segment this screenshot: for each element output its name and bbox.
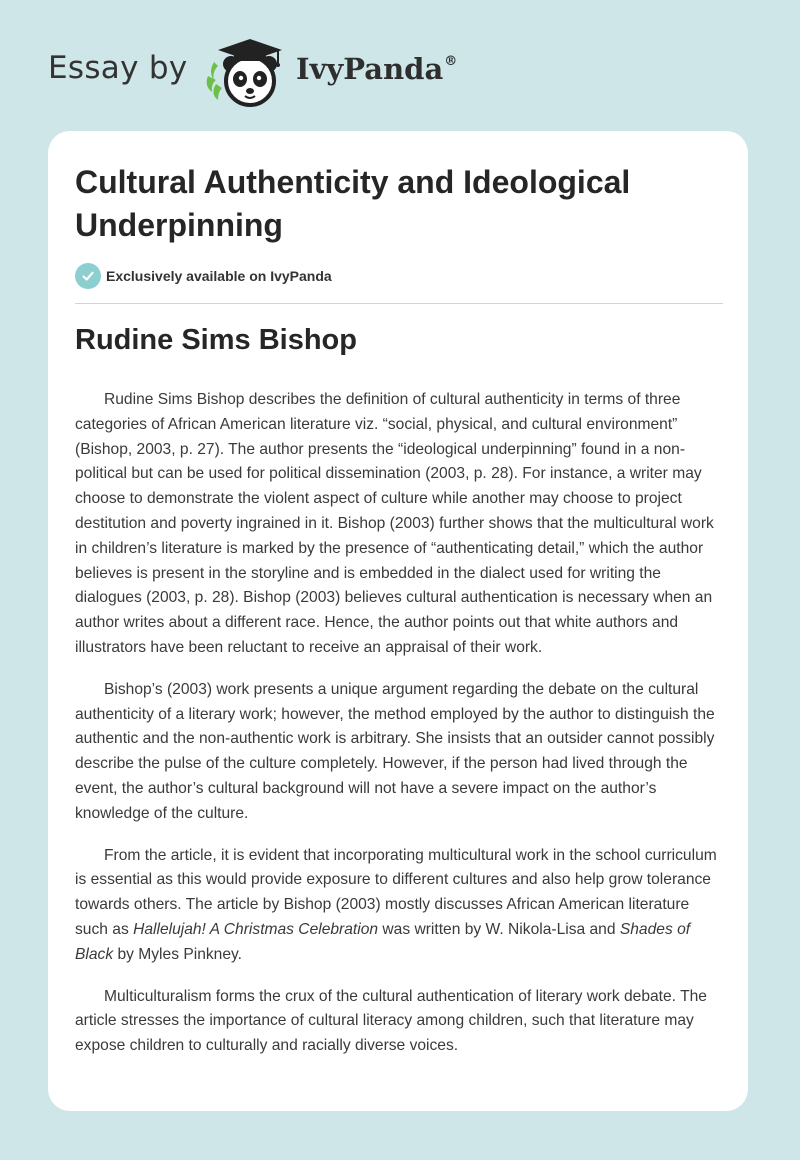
paragraph: [75, 844, 725, 968]
section-heading: Rudine Sims Bishop: [75, 324, 357, 356]
brand-prefix: Essay by: [48, 50, 188, 86]
paragraph-text: by Myles Pinkney.: [113, 945, 242, 963]
paragraph-text: Multiculturalism forms the crux of the cultural authentication of literary work debate. The article stresses the importance of cultural literacy among children, such that literature may expose children to culturally and racially diverse voices.: [75, 987, 707, 1055]
site-header: [0, 0, 800, 120]
paragraph-text: Bishop’s (2003) work presents a unique argument regarding the debate on the cultural authenticity of a literary work; however, the method employed by the author to distinguish the authentic and the non-authentic work is arbitrary. She insists that an outsider cannot possibly describe the pulse of the culture completely. However, if the person had lived through the event, the author’s cultural background will not have a severe impact on the author’s knowledge of the culture.: [75, 680, 715, 822]
paragraph: [75, 985, 725, 1059]
paragraph-text: From the article, it is evident that incorporating multicultural work in the school curriculum is essential as this would provide exposure to different cultures and also help grow tolerance towards others. The article by Bishop (2003) mostly discusses African American literature such as: [75, 846, 717, 938]
essay-title: Cultural Authenticity and Ideological Underpinning: [75, 164, 631, 243]
exclusive-badge-text: Exclusively available on IvyPanda: [106, 268, 332, 284]
essay-body: [75, 388, 725, 1076]
book-title: Hallelujah! A Christmas Celebration: [133, 920, 379, 938]
essay-card: [48, 131, 748, 1111]
divider: [75, 303, 723, 304]
brand-name[interactable]: IvyPanda®: [296, 52, 458, 86]
paragraph-text: Rudine Sims Bishop describes the definition of cultural authenticity in terms of three categories of African American literature viz. “social, physical, and cultural environment” (Bishop, 2003, p. 27). The author presents the “ideological underpinning” found in a non-political but can be used for political dissemination (2003, p. 28). For instance, a writer may choose to demonstrate the violent aspect of culture while another may choose to project destitution and poverty ingrained in it. Bishop (2003) further shows that the multicultural work in children’s literature is marked by the presence of “authenticating detail,” which the author believes is present in the storyline and is embedded in the dialect used for writing the dialogues (2003, p. 28). Bishop (2003) believes cultural authentication is necessary when an author writes about a different race. Hence, the author points out that white authors and illustrators have been reluctant to receive an appraisal of their work.: [75, 391, 714, 656]
book-title: Shades of Black: [75, 920, 691, 963]
paragraph-text: was written by W. Nikola-Lisa and: [378, 920, 620, 938]
paragraph: [75, 388, 725, 661]
check-circle-icon: [75, 263, 101, 289]
panda-graduate-icon[interactable]: [198, 36, 294, 110]
paragraph: [75, 678, 725, 827]
exclusive-badge: [75, 262, 332, 290]
